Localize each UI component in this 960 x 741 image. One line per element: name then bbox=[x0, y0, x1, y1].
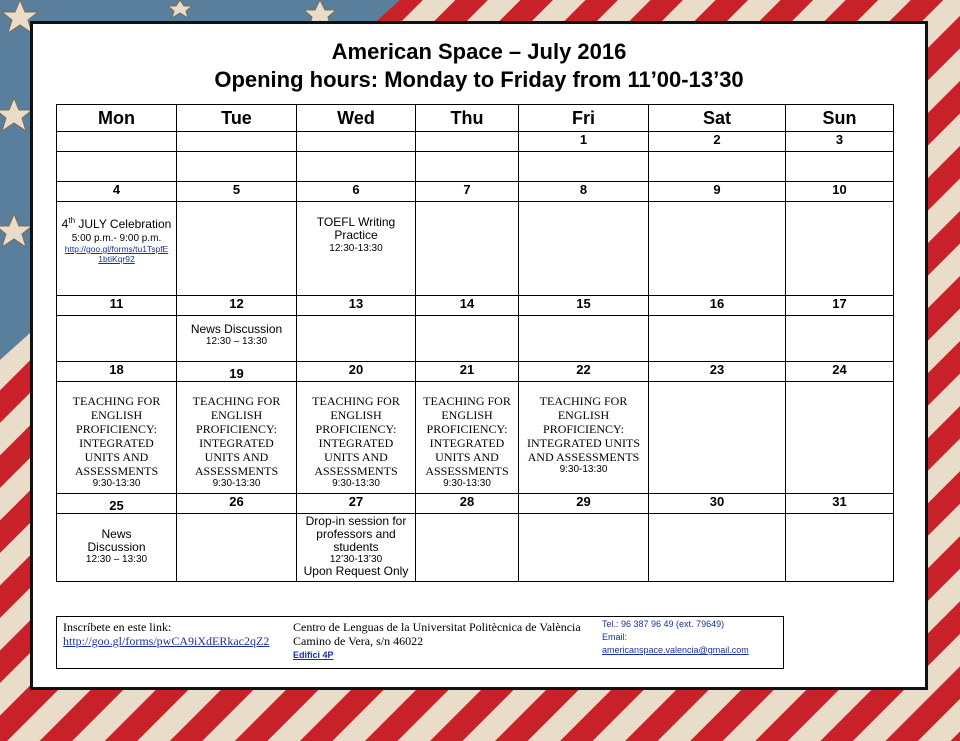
teaching-title: TEACHING FOR ENGLISH PROFICIENCY: INTEGRATED UNITS AND ASSESSMENTS bbox=[192, 394, 281, 478]
teaching-title: TEACHING FOR ENGLISH PROFICIENCY: INTEGRATED UNITS AND ASSESSMENTS bbox=[527, 394, 640, 464]
dropin-time: 12’30-13’30 bbox=[329, 554, 383, 565]
event-cell bbox=[786, 152, 894, 182]
weekday-tue: Tue bbox=[177, 105, 297, 132]
event-teaching-22 bbox=[519, 382, 649, 494]
event-cell bbox=[649, 382, 786, 494]
toefl-title: TOEFL Writing Practice bbox=[316, 215, 396, 242]
calendar-table bbox=[56, 104, 894, 582]
july4-link[interactable]: http://goo.gl/forms/tu1TspfE1btiKqr92 bbox=[64, 244, 169, 264]
event-cell bbox=[416, 152, 519, 182]
date-cell: 13 bbox=[297, 296, 416, 316]
event-cell bbox=[297, 316, 416, 362]
address: Camino de Vera, s/n 46022 bbox=[293, 634, 424, 648]
teaching-title: TEACHING FOR ENGLISH PROFICIENCY: INTEGRATED UNITS AND ASSESSMENTS bbox=[312, 394, 400, 478]
event-teaching-21 bbox=[416, 382, 519, 494]
event-row bbox=[57, 152, 894, 182]
event-cell bbox=[416, 316, 519, 362]
event-cell bbox=[177, 514, 297, 582]
email-link[interactable]: americanspace.valencia@gmail.com bbox=[602, 645, 749, 655]
page-title: American Space – July 2016 bbox=[331, 39, 627, 64]
event-row bbox=[57, 382, 894, 494]
event-row bbox=[57, 202, 894, 296]
event-cell bbox=[519, 152, 649, 182]
contact-block bbox=[602, 618, 749, 657]
event-cell bbox=[786, 202, 894, 296]
event-cell bbox=[649, 152, 786, 182]
date-cell: 23 bbox=[649, 362, 786, 382]
date-cell: 30 bbox=[649, 494, 786, 514]
signup-link[interactable]: http://goo.gl/forms/pwCA9iXdERkac2qZ2 bbox=[63, 634, 270, 648]
dropin-note: Upon Request Only bbox=[303, 564, 409, 578]
event-teaching-19 bbox=[177, 382, 297, 494]
event-cell bbox=[649, 202, 786, 296]
weekday-sun: Sun bbox=[786, 105, 894, 132]
event-cell bbox=[416, 202, 519, 296]
calendar-page bbox=[30, 21, 928, 690]
signup-label: Inscríbete en este link: bbox=[63, 620, 172, 634]
date-cell: 31 bbox=[786, 494, 894, 514]
footer-info bbox=[56, 616, 784, 669]
teaching-time: 9:30-13:30 bbox=[559, 464, 608, 475]
date-row bbox=[57, 362, 894, 382]
news25-title: News Discussion bbox=[87, 527, 146, 554]
date-cell: 15 bbox=[519, 296, 649, 316]
event-cell bbox=[649, 316, 786, 362]
signup-block bbox=[63, 620, 269, 648]
weekday-thu: Thu bbox=[416, 105, 519, 132]
event-cell bbox=[786, 382, 894, 494]
event-cell bbox=[519, 202, 649, 296]
event-dropin bbox=[297, 514, 416, 582]
date-cell: 22 bbox=[519, 362, 649, 382]
date-cell: 5 bbox=[177, 182, 297, 202]
date-cell bbox=[297, 132, 416, 152]
date-cell bbox=[177, 132, 297, 152]
weekday-wed: Wed bbox=[297, 105, 416, 132]
date-cell: 20 bbox=[297, 362, 416, 382]
date-cell: 9 bbox=[649, 182, 786, 202]
event-row bbox=[57, 316, 894, 362]
event-teaching-20 bbox=[297, 382, 416, 494]
date-cell: 2 bbox=[649, 132, 786, 152]
date-cell: 3 bbox=[786, 132, 894, 152]
event-cell bbox=[786, 316, 894, 362]
date-cell: 4 bbox=[57, 182, 177, 202]
date-cell: 28 bbox=[416, 494, 519, 514]
date-cell: 16 bbox=[649, 296, 786, 316]
teaching-time: 9:30-13:30 bbox=[443, 478, 491, 489]
news25-time: 12:30 – 13:30 bbox=[85, 554, 148, 565]
date-cell: 26 bbox=[177, 494, 297, 514]
event-cell bbox=[519, 514, 649, 582]
event-cell bbox=[416, 514, 519, 582]
date-row bbox=[57, 182, 894, 202]
date-cell bbox=[416, 132, 519, 152]
event-cell bbox=[57, 152, 177, 182]
date-cell: 24 bbox=[786, 362, 894, 382]
date-cell: 27 bbox=[297, 494, 416, 514]
teaching-time: 9:30-13:30 bbox=[332, 478, 380, 489]
date-cell: 8 bbox=[519, 182, 649, 202]
event-cell bbox=[177, 202, 297, 296]
event-cell bbox=[786, 514, 894, 582]
event-cell bbox=[177, 152, 297, 182]
event-toefl bbox=[297, 202, 416, 296]
july4-num: 4 bbox=[61, 217, 69, 231]
date-cell bbox=[57, 132, 177, 152]
email-label: Email: bbox=[602, 632, 628, 642]
date-cell: 10 bbox=[786, 182, 894, 202]
phone: Tel.: 96 387 96 49 (ext. 79649) bbox=[602, 619, 725, 629]
event-news-25 bbox=[57, 514, 177, 582]
weekday-header-row bbox=[57, 105, 894, 132]
opening-hours: Opening hours: Monday to Friday from 11’00-13’30 bbox=[214, 67, 744, 92]
event-july4 bbox=[57, 202, 177, 296]
weekday-mon: Mon bbox=[57, 105, 177, 132]
news12-time: 12:30 – 13:30 bbox=[205, 336, 268, 347]
date-cell: 11 bbox=[57, 296, 177, 316]
date-cell: 6 bbox=[297, 182, 416, 202]
weekday-sat: Sat bbox=[649, 105, 786, 132]
event-cell bbox=[519, 316, 649, 362]
teaching-title: TEACHING FOR ENGLISH PROFICIENCY: INTEGRATED UNITS AND ASSESSMENTS bbox=[72, 394, 161, 478]
news12-title: News Discussion bbox=[190, 322, 283, 336]
date-cell: 25 bbox=[57, 494, 177, 514]
date-cell: 29 bbox=[519, 494, 649, 514]
teaching-time: 9:30-13:30 bbox=[212, 478, 261, 489]
dropin-title: Drop-in session for professors and students bbox=[305, 514, 407, 554]
date-row bbox=[57, 296, 894, 316]
teaching-title: TEACHING FOR ENGLISH PROFICIENCY: INTEGRATED UNITS AND ASSESSMENTS bbox=[423, 394, 511, 478]
date-cell: 1 bbox=[519, 132, 649, 152]
date-cell: 18 bbox=[57, 362, 177, 382]
teaching-time: 9:30-13:30 bbox=[92, 478, 141, 489]
event-cell bbox=[297, 152, 416, 182]
date-cell: 12 bbox=[177, 296, 297, 316]
date-cell: 14 bbox=[416, 296, 519, 316]
date-row bbox=[57, 494, 894, 514]
event-cell bbox=[649, 514, 786, 582]
july4-time: 5:00 p.m.- 9:00 p.m. bbox=[71, 233, 162, 244]
date-cell: 21 bbox=[416, 362, 519, 382]
event-cell bbox=[57, 316, 177, 362]
date-cell: 7 bbox=[416, 182, 519, 202]
july4-sup: th bbox=[68, 216, 76, 225]
building[interactable]: Edifici 4P bbox=[293, 650, 334, 660]
event-teaching-18 bbox=[57, 382, 177, 494]
address-block bbox=[293, 620, 581, 662]
toefl-time: 12:30-13:30 bbox=[329, 243, 383, 254]
weekday-fri: Fri bbox=[519, 105, 649, 132]
july4-title: JULY Celebration bbox=[75, 217, 172, 231]
event-news-12 bbox=[177, 316, 297, 362]
event-row bbox=[57, 514, 894, 582]
date-row bbox=[57, 132, 894, 152]
date-cell: 19 bbox=[177, 362, 297, 382]
center-name: Centro de Lenguas de la Universitat Politècnica de València bbox=[293, 620, 581, 634]
date-cell: 17 bbox=[786, 296, 894, 316]
